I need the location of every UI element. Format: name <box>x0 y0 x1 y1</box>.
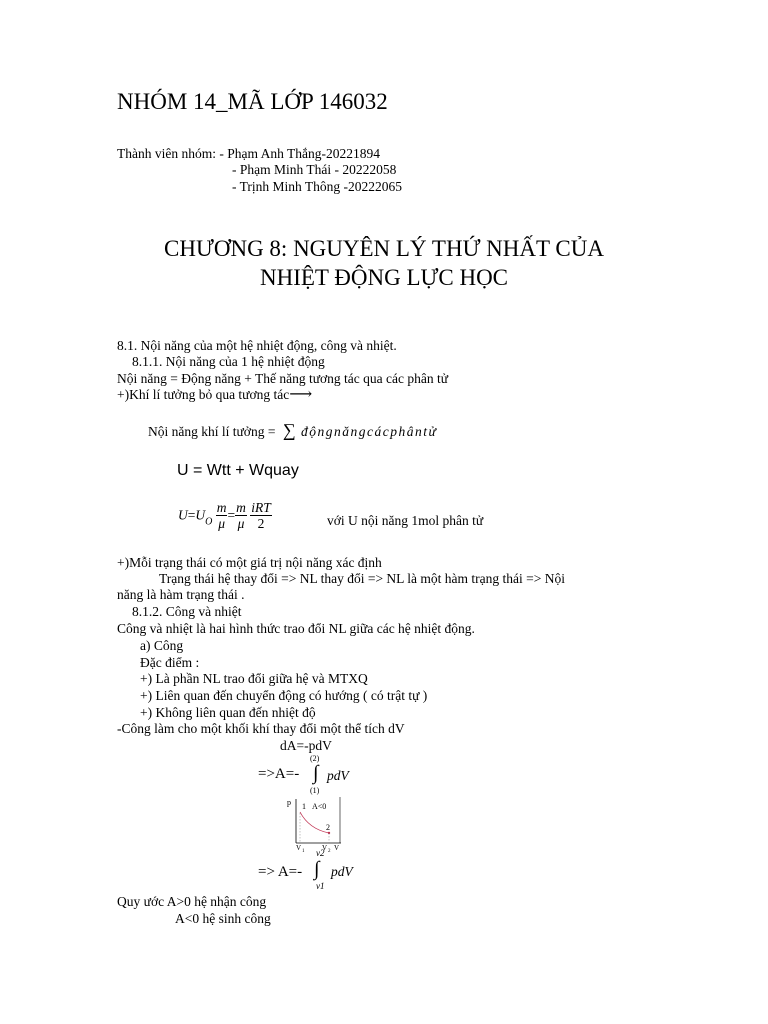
item-a-work: a) Công <box>140 638 184 653</box>
internal-energy-definition: Nội năng = Động năng + Thế năng tương tác qua các phân tử <box>117 371 449 386</box>
formula-equals-2: = <box>227 507 236 523</box>
fraction-m-mu-1 <box>216 500 228 531</box>
integral-1-lower: (1) <box>310 786 320 795</box>
members-line-1: Thành viên nhóm: - Phạm Anh Thắng-20221894 <box>117 146 380 161</box>
sum-symbol: ∑ <box>282 420 296 440</box>
fraction-2-denominator: μ <box>237 516 245 531</box>
feature-1: +) Là phần NL trao đổi giữa hệ và MTXQ <box>140 671 368 686</box>
v2-label: V <box>322 844 328 852</box>
a-integral-prefix-2: => A=- <box>258 864 303 880</box>
fraction-irt-2 <box>250 500 272 531</box>
section-8-1-2-heading: 8.1.2. Công và nhiệt <box>132 604 242 619</box>
ideal-gas-energy-formula <box>148 422 437 440</box>
state-function-line-2: năng là hàm trạng thái . <box>117 587 245 602</box>
v1-subscript: 1 <box>302 849 305 854</box>
ideal-gas-line <box>117 386 312 403</box>
u-wtt-wquay: U = Wtt + Wquay <box>177 462 299 479</box>
integral-1-upper: (2) <box>310 754 320 763</box>
sign-convention-1: Quy ước A>0 hệ nhận công <box>117 894 267 909</box>
members-line-2: - Phạm Minh Thái - 20222058 <box>232 162 397 177</box>
fraction-2-numerator: m <box>236 500 246 515</box>
fraction-1-numerator: m <box>216 500 227 515</box>
v-axis-label: V <box>334 844 340 852</box>
ideal-gas-text: +)Khí lí tưởng bỏ qua tương tác <box>117 387 290 402</box>
formula-u0-subscript: O <box>205 516 213 528</box>
feature-2: +) Liên quan đến chuyển động có hướng ( có trật tự ) <box>140 688 428 703</box>
chapter-title-line-2: NHIỆT ĐỘNG LỰC HỌC <box>259 265 509 290</box>
work-heat-definition: Công và nhiệt là hai hình thức trao đổi NL giữa các hệ nhiệt động. <box>117 621 475 636</box>
state-function-line-1: Trạng thái hệ thay đổi => NL thay đổi => NL là một hàm trạng thái => Nội <box>159 571 565 586</box>
fraction-3-denominator: 2 <box>257 516 265 531</box>
v2-subscript: 2 <box>328 849 331 854</box>
group-title: NHÓM 14_MÃ LỚP 146032 <box>117 89 388 114</box>
v1-label: V <box>296 844 302 852</box>
features-label: Đặc điểm : <box>140 655 200 670</box>
integral-2-lower: v1 <box>316 881 325 891</box>
p-axis-label: p <box>287 798 291 807</box>
work-sign-label: A<0 <box>312 802 327 811</box>
integral-2-body: pdV <box>331 864 353 879</box>
formula-u0: U <box>195 507 206 523</box>
integral-2-symbol: ∫ <box>314 858 320 880</box>
integral-2-upper: v2 <box>316 848 325 858</box>
section-8-1-heading: 8.1. Nội năng của một hệ nhiệt động, công và nhiệt. <box>117 338 397 353</box>
feature-3: +) Không liên quan đến nhiệt độ <box>140 705 316 720</box>
internal-energy-formula <box>178 500 272 531</box>
a-integral-prefix-1: =>A=- <box>258 766 300 782</box>
fraction-3-numerator: iRT <box>251 500 271 515</box>
fraction-1-denominator: μ <box>218 516 225 531</box>
formula-u: U <box>178 507 188 523</box>
da-equation: dA=-pdV <box>280 738 332 753</box>
ideal-gas-energy-label: Nội năng khí lí tưởng = <box>148 424 276 439</box>
integral-1-body: pdV <box>327 768 349 783</box>
right-arrow-icon: ⟶ <box>289 386 313 403</box>
point-1-label: 1 <box>302 802 306 811</box>
pv-diagram <box>285 793 345 858</box>
work-volume-line: -Công làm cho một khối khí thay đổi một thể tích dV <box>117 721 405 736</box>
sign-convention-2: A<0 hệ sinh công <box>175 911 271 926</box>
process-curve <box>300 812 329 833</box>
sum-body: độngnăngcácphântử <box>301 424 438 439</box>
point-2-label: 2 <box>326 823 330 832</box>
state-line: +)Mỗi trạng thái có một giá trị nội năng xác định <box>117 555 382 570</box>
formula-note: với U nội năng 1mol phân tử <box>327 513 484 528</box>
members-line-3: - Trịnh Minh Thông -20222065 <box>232 179 403 194</box>
integral-1-symbol: ∫ <box>313 762 319 784</box>
formula-equals: = <box>187 507 196 523</box>
fraction-m-mu-2 <box>235 500 247 531</box>
chapter-title-line-1: CHƯƠNG 8: NGUYÊN LÝ THỨ NHẤT CỦA <box>164 236 604 261</box>
section-8-1-1-heading: 8.1.1. Nội năng của 1 hệ nhiệt động <box>132 354 325 369</box>
